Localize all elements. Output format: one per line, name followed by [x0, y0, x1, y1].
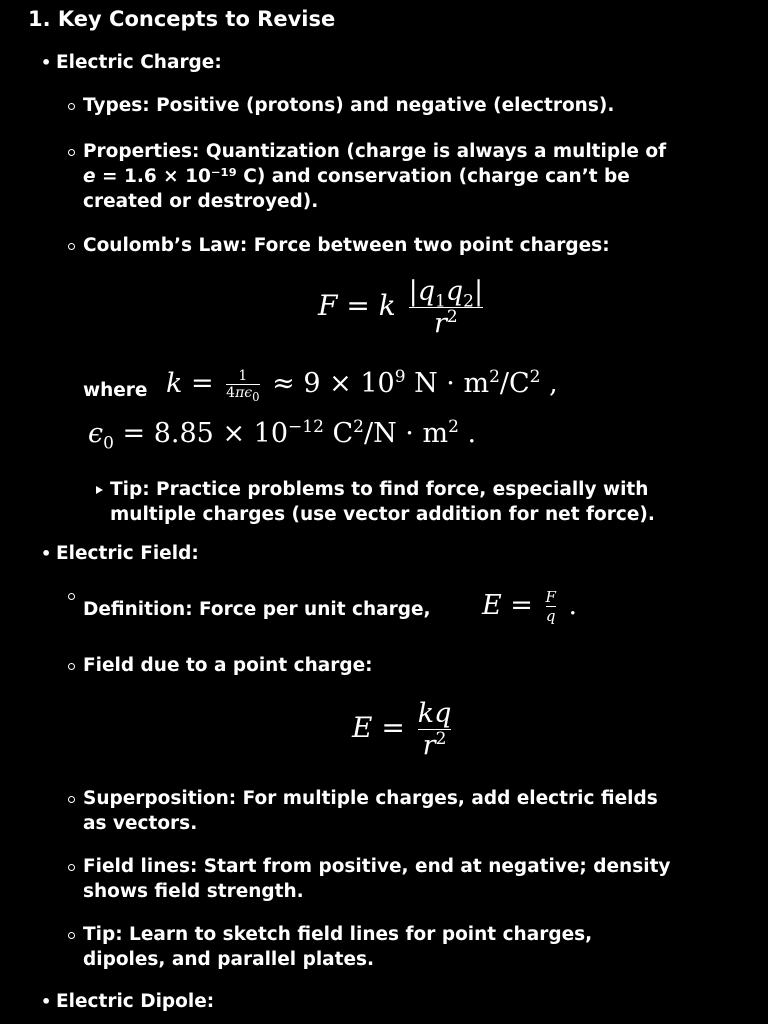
where-label: where [83, 380, 148, 401]
charge-properties-line2-rest: = 1.6 × 10⁻¹⁹ C) and conservation (charge can’t be [95, 166, 630, 187]
field-superposition-line2: as vectors. [83, 813, 198, 834]
bullet-ring [68, 103, 75, 110]
field-lines-line1: Field lines: Start from positive, end at negative; density [83, 856, 671, 877]
bullet-ring [68, 796, 75, 803]
coulomb-formula: F = k $\frac{|q_1q_2|}{r^2}$ [318, 276, 484, 339]
bullet-ring [68, 864, 75, 871]
charge-properties-line3: created or destroyed). [83, 191, 319, 212]
charge-types: Types: Positive (protons) and negative (electrons). [83, 95, 615, 116]
charge-tip-line1: Tip: Practice problems to find force, especially with [110, 479, 649, 500]
section-heading: 1. Key Concepts to Revise [28, 7, 336, 31]
coulomb-law-text: Coulomb’s Law: Force between two point charges: [83, 235, 610, 256]
bullet-ring [68, 149, 75, 156]
bullet-disc: • [41, 53, 52, 72]
field-superposition-line1: Superposition: For multiple charges, add electric fields [83, 788, 658, 809]
charge-properties-line1: Properties: Quantization (charge is always a multiple of [83, 141, 667, 162]
field-lines-line2: shows field strength. [83, 881, 304, 902]
permittivity-formula: $\epsilon_0 = 8.85 \times 10^{-12}$ $C^2/N \cdot m^2$ . [88, 417, 477, 454]
field-definition: Definition: Force per unit charge, [83, 599, 431, 620]
electric-charge-title: Electric Charge: [56, 52, 222, 73]
bullet-ring [68, 663, 75, 670]
field-definition-formula: E = $\frac{F}{q}$ . [482, 588, 578, 625]
point-charge-field-formula: E = $\frac{kq}{r^2}$ [352, 698, 452, 761]
electric-dipole-title: Electric Dipole: [56, 991, 215, 1012]
bullet-ring [68, 593, 75, 600]
bullet-disc: • [41, 992, 52, 1011]
bullet-ring [68, 243, 75, 250]
bullet-disc: • [41, 544, 52, 563]
field-point-charge: Field due to a point charge: [83, 655, 373, 676]
elementary-charge-symbol: e [83, 166, 96, 187]
coulomb-constant-formula: k = $\frac{1}{4\pi\epsilon_0}$ ≈ $9 \times 10^9$ $N \cdot m^2/C^2$ , [166, 367, 558, 404]
charge-properties-line2 [83, 164, 630, 189]
electric-field-title: Electric Field: [56, 543, 199, 564]
bullet-ring [68, 932, 75, 939]
charge-tip-line2: multiple charges (use vector addition for net force). [110, 504, 655, 525]
field-tip-line1: Tip: Learn to sketch field lines for point charges, [83, 924, 593, 945]
field-tip-line2: dipoles, and parallel plates. [83, 949, 375, 970]
bullet-triangle [96, 486, 103, 494]
